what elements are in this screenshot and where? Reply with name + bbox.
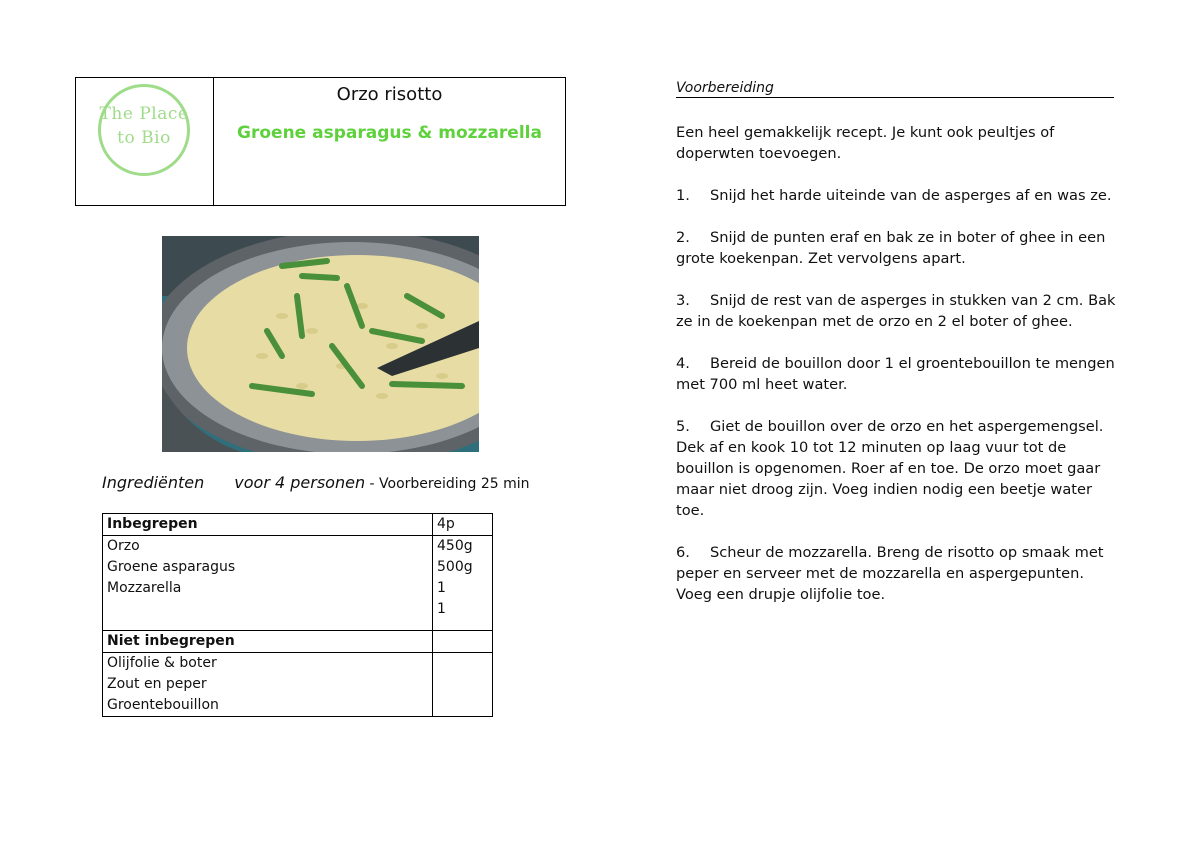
step-text: Snijd het harde uiteinde van de asperges af en was ze. — [710, 187, 1112, 204]
step — [676, 542, 1116, 605]
table-row — [103, 653, 493, 717]
included-items-cell — [103, 536, 433, 631]
not-included-header: Niet inbegrepen — [103, 631, 433, 653]
step-number: 1. — [676, 187, 690, 204]
logo-line-2: to Bio — [117, 128, 171, 148]
ingredients-label: Ingrediënten — [102, 473, 205, 492]
empty-cell — [433, 631, 493, 653]
list-item: 450g — [437, 538, 473, 554]
step-number: 6. — [676, 544, 690, 561]
preparation-text — [676, 122, 1116, 626]
title-cell — [214, 78, 565, 205]
recipe-title: Orzo risotto — [336, 84, 443, 105]
table-row — [103, 536, 493, 631]
table-row — [103, 514, 493, 536]
step-text: Bereid de bouillon door 1 el groentebouillon te mengen met 700 ml heet water. — [676, 355, 1115, 393]
list-item: 1 — [437, 601, 446, 617]
step-text: Snijd de punten eraf en bak ze in boter of ghee in een grote koekenpan. Zet vervolgens apart. — [676, 229, 1106, 267]
step — [676, 353, 1116, 395]
step — [676, 185, 1116, 206]
included-header: Inbegrepen — [103, 514, 433, 536]
list-item: Groene asparagus — [107, 559, 236, 575]
list-item: 1 — [437, 580, 446, 596]
step-text: Scheur de mozzarella. Breng de risotto op smaak met peper en serveer met de mozzarella en aspergepunten. Voeg een drupje olijfolie toe. — [676, 544, 1104, 603]
list-item: Olijfolie & boter — [107, 655, 217, 671]
step-number: 5. — [676, 418, 690, 435]
logo-cell — [76, 78, 214, 205]
servings-label: voor 4 personen — [234, 473, 366, 492]
list-item: Orzo — [107, 538, 140, 554]
recipe-subtitle: Groene asparagus & mozzarella — [237, 123, 542, 143]
step-number: 4. — [676, 355, 690, 372]
list-item: Zout en peper — [107, 676, 207, 692]
step — [676, 290, 1116, 332]
step-text: Snijd de rest van de asperges in stukken van 2 cm. Bak ze in de koekenpan met de orzo en 2 el boter of ghee. — [676, 292, 1116, 330]
step-number: 2. — [676, 229, 690, 246]
preparation-heading: Voorbereiding — [676, 80, 1114, 98]
empty-cell — [433, 653, 493, 717]
list-item: Mozzarella — [107, 580, 182, 596]
recipe-header — [75, 77, 566, 206]
not-included-items-cell — [103, 653, 433, 717]
quantity-header: 4p — [433, 514, 493, 536]
prep-time: - Voorbereiding 25 min — [365, 476, 530, 492]
logo-line-1: The Place — [99, 104, 189, 124]
ingredients-table — [102, 513, 493, 717]
logo — [98, 102, 190, 150]
list-item: 500g — [437, 559, 473, 575]
preparation-intro: Een heel gemakkelijk recept. Je kunt ook peultjes of doperwten toevoegen. — [676, 124, 1055, 162]
step-text: Giet de bouillon over de orzo en het aspergemengsel. Dek af en kook 10 tot 12 minuten op laag vuur tot de bouillon is opgenomen. Roer af en toe. De orzo moet gaar maar niet droog zijn. Voeg indien nodig een beetje water toe. — [676, 418, 1104, 519]
table-row — [103, 631, 493, 653]
ingredients-heading — [102, 473, 530, 492]
step — [676, 416, 1116, 521]
list-item: Groentebouillon — [107, 697, 219, 713]
step-number: 3. — [676, 292, 690, 309]
step — [676, 227, 1116, 269]
dish-photo — [162, 236, 479, 452]
included-qty-cell — [433, 536, 493, 631]
